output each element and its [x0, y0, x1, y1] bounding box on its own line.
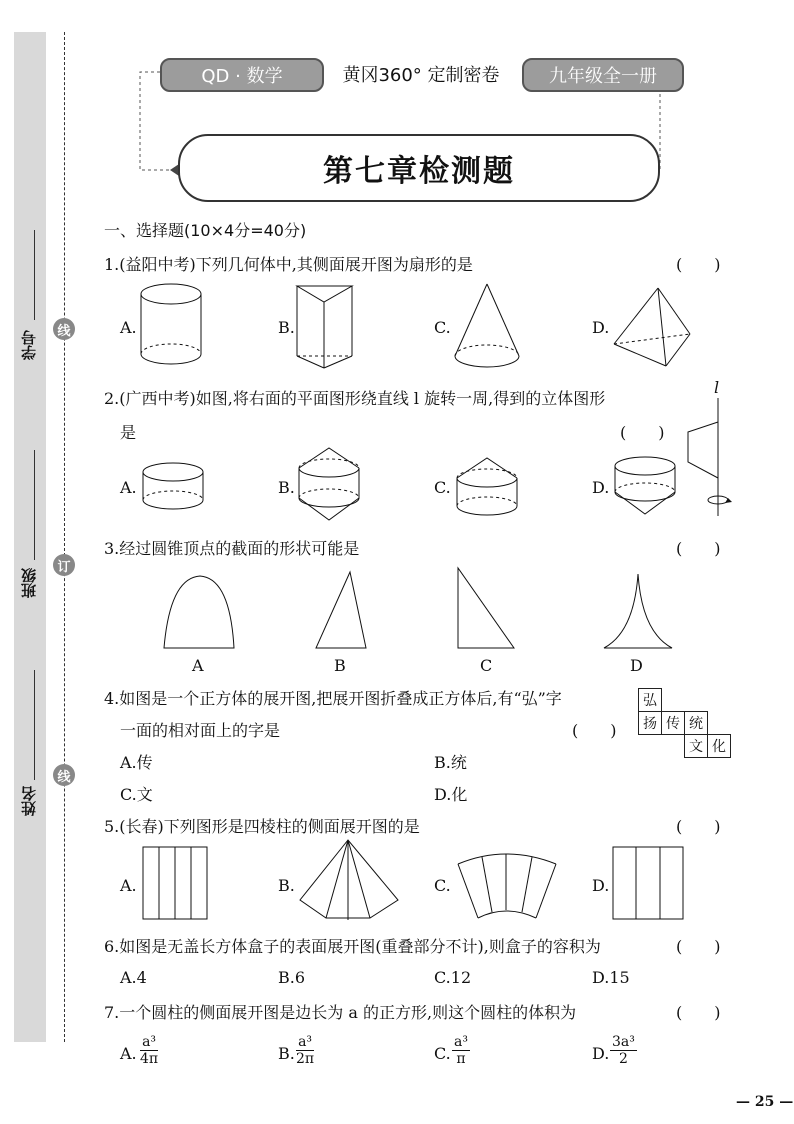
net-face-6: 化	[708, 735, 731, 758]
class-label: 班级	[20, 568, 38, 598]
question-2-text: 2.(广西中考)如图,将右面的平面图形绕直线 l 旋转一周,得到的立体图形	[104, 389, 606, 408]
q7-fraction-d: $\frac{\text{3a³}}{2}$	[612, 1034, 635, 1067]
q2-option-a: A.	[120, 478, 137, 497]
question-1-text: 1.(益阳中考)下列几何体中,其侧面展开图为扇形的是	[104, 255, 473, 274]
section-shape-a	[162, 574, 236, 650]
fan-trapezoids-figure	[456, 848, 558, 920]
question-2-text-cont: 是	[120, 423, 137, 442]
q5-option-c: C.	[434, 876, 451, 895]
q3-label-d: D	[630, 656, 643, 675]
q7-option-d: D.	[592, 1044, 610, 1063]
grade-badge: 九年级全一册	[522, 58, 684, 92]
q2-option-d: D.	[592, 478, 610, 497]
q3-label-b: B	[334, 656, 346, 675]
header-bar	[160, 58, 680, 90]
q2-option-a-figure	[140, 462, 206, 512]
question-3-text: 3.经过圆锥顶点的截面的形状可能是	[104, 539, 360, 558]
class-line	[34, 450, 35, 560]
q1-option-b: B.	[278, 318, 295, 337]
answer-blank-6[interactable]: ( )	[676, 937, 721, 956]
subject-badge: QD · 数学	[160, 58, 324, 92]
question-4-text-cont: 一面的相对面上的字是	[120, 721, 281, 740]
binding-dashed-line	[64, 32, 65, 1042]
name-line	[34, 670, 35, 780]
chapter-title: 第七章检测题	[178, 134, 660, 202]
section-shape-c	[456, 566, 516, 650]
q4-option-d: D.化	[434, 785, 468, 804]
section-shape-b	[314, 570, 368, 650]
net-face-2: 扬	[639, 712, 662, 735]
net-face-3: 传	[662, 712, 685, 735]
q1-option-a: A.	[120, 318, 137, 337]
q7-option-a: A.	[120, 1044, 137, 1063]
q7-fraction-a: $\frac{\text{a³}}{4\pi}$	[140, 1034, 159, 1067]
page-number: — 25 —	[736, 1094, 794, 1110]
fan-triangles-figure	[298, 838, 400, 922]
q2-option-c: C.	[434, 478, 451, 497]
rotation-figure	[680, 398, 740, 518]
q2-option-d-figure	[612, 456, 678, 520]
net-face-5: 文	[685, 735, 708, 758]
student-id-line	[34, 230, 35, 320]
answer-blank-1[interactable]: ( )	[676, 255, 721, 274]
answer-blank-5[interactable]: ( )	[676, 817, 721, 836]
cone-figure	[452, 282, 522, 372]
q7-option-b: B.	[278, 1044, 295, 1063]
net-face-4: 统	[685, 712, 708, 735]
binding-mark-top: 线	[53, 318, 75, 340]
question-7-text: 7.一个圆柱的侧面展开图是边长为 a 的正方形,则这个圆柱的体积为	[104, 1003, 577, 1022]
triangular-prism-figure	[294, 284, 356, 372]
q6-option-a: A.4	[120, 968, 147, 987]
binding-mark-bottom: 线	[53, 764, 75, 786]
answer-blank-2[interactable]: ( )	[620, 423, 665, 442]
q6-option-d: D.15	[592, 968, 630, 987]
q2-option-b-figure	[296, 446, 362, 526]
binding-strip	[14, 32, 46, 1042]
q4-option-b: B.统	[434, 753, 467, 772]
q6-option-c: C.12	[434, 968, 472, 987]
axis-l-label: l	[714, 378, 720, 397]
q6-option-b: B.6	[278, 968, 306, 987]
q7-fraction-b: $\frac{\text{a³}}{2\pi}$	[296, 1034, 315, 1067]
q4-option-a: A.传	[120, 753, 153, 772]
q7-option-c: C.	[434, 1044, 451, 1063]
q5-option-a: A.	[120, 876, 137, 895]
q4-option-c: C.文	[120, 785, 153, 804]
name-label: 姓名	[20, 786, 38, 816]
q2-option-c-figure	[454, 456, 520, 520]
question-5-text: 5.(长春)下列图形是四棱柱的侧面展开图的是	[104, 817, 420, 836]
student-id-label: 学号	[20, 330, 38, 360]
q7-fraction-c: $\frac{\text{a³}}{\pi}$	[454, 1034, 468, 1067]
three-strip-rectangle-figure	[612, 846, 684, 920]
question-6-text: 6.如图是无盖长方体盒子的表面展开图(重叠部分不计),则盒子的容积为	[104, 937, 601, 956]
cylinder-figure	[138, 282, 204, 372]
cube-net	[638, 688, 731, 758]
question-4-text: 4.如图是一个正方体的展开图,把展开图折叠成正方体后,有“弘”字	[104, 689, 562, 708]
section-heading: 一、选择题(10×4分=40分)	[104, 221, 307, 240]
q3-label-a: A	[192, 656, 204, 675]
q3-label-c: C	[480, 656, 493, 675]
answer-blank-3[interactable]: ( )	[676, 539, 721, 558]
q5-option-d: D.	[592, 876, 610, 895]
four-strip-rectangle-figure	[142, 846, 208, 920]
binding-mark-middle: 订	[53, 554, 75, 576]
net-face-1: 弘	[639, 689, 662, 712]
q1-option-d: D.	[592, 318, 610, 337]
section-shape-d	[602, 572, 674, 650]
series-title: 黄冈360° 定制密卷	[342, 65, 500, 86]
answer-blank-7[interactable]: ( )	[676, 1003, 721, 1022]
q1-option-c: C.	[434, 318, 451, 337]
q5-option-b: B.	[278, 876, 295, 895]
q2-option-b: B.	[278, 478, 295, 497]
pyramid-figure	[610, 286, 694, 370]
answer-blank-4[interactable]: ( )	[572, 721, 617, 740]
